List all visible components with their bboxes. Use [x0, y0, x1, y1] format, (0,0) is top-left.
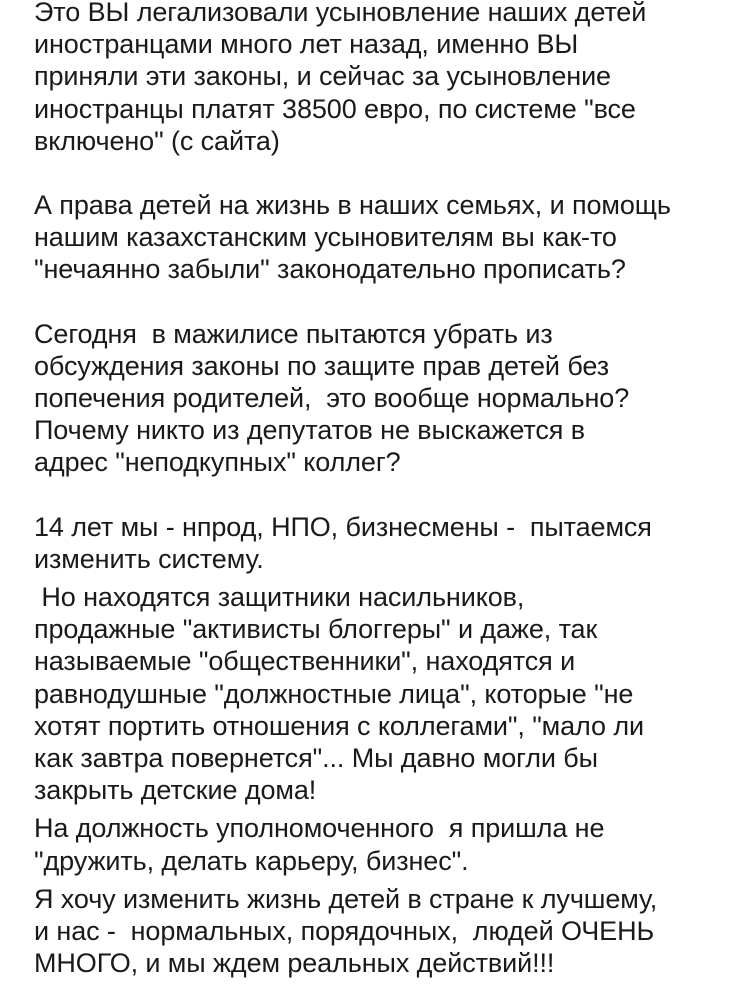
paragraph-mazhilis: Сегодня в мажилисе пытаются убрать из обсуждения законы по защите прав детей без попечения родителей, это вообще нормально? Почему никто из депутатов не выскажется в адрес "неподкупных" коллег? — [34, 318, 630, 478]
paragraph-gap — [34, 479, 744, 511]
paragraph-ombudsman: На должность уполномоченного я пришла не "дружить, делать карьеру, бизнес". — [34, 813, 605, 876]
paragraph-gap — [34, 286, 744, 318]
paragraph-14-years: 14 лет мы - нпрод, НПО, бизнесмены - пытаемся изменить систему. — [34, 511, 652, 574]
post-text — [34, 0, 744, 979]
paragraph-defenders: Но находятся защитники насильников, продажные "активисты блоггеры" и даже, так называемые "общественники", находятся и равнодушные "должностные лица", которые "не хотят портить отношения с коллегами", "мало ли как завтра повернется"... Мы давно могли бы закрыть детские дома! — [34, 582, 644, 806]
paragraph-gap — [34, 157, 744, 189]
paragraph-children-rights: А права детей на жизнь в наших семьях, и помощь нашим казахстанским усыновителям вы как-то "нечаянно забыли" законодательно прописать? — [34, 190, 671, 285]
paragraph-change-lives: Я хочу изменить жизнь детей в стране к лучшему, и нас - нормальных, порядочных, людей ОЧЕНЬ МНОГО, и мы ждем реальных действий!!! — [34, 883, 658, 979]
paragraph-adoption-law: Это ВЫ легализовали усыновление наших детей иностранцами много лет назад, именно ВЫ приняли эти законы, и сейчас за усыновление иностранцы платят 38500 евро, по системе "все включено" (с сайта) — [34, 0, 647, 156]
